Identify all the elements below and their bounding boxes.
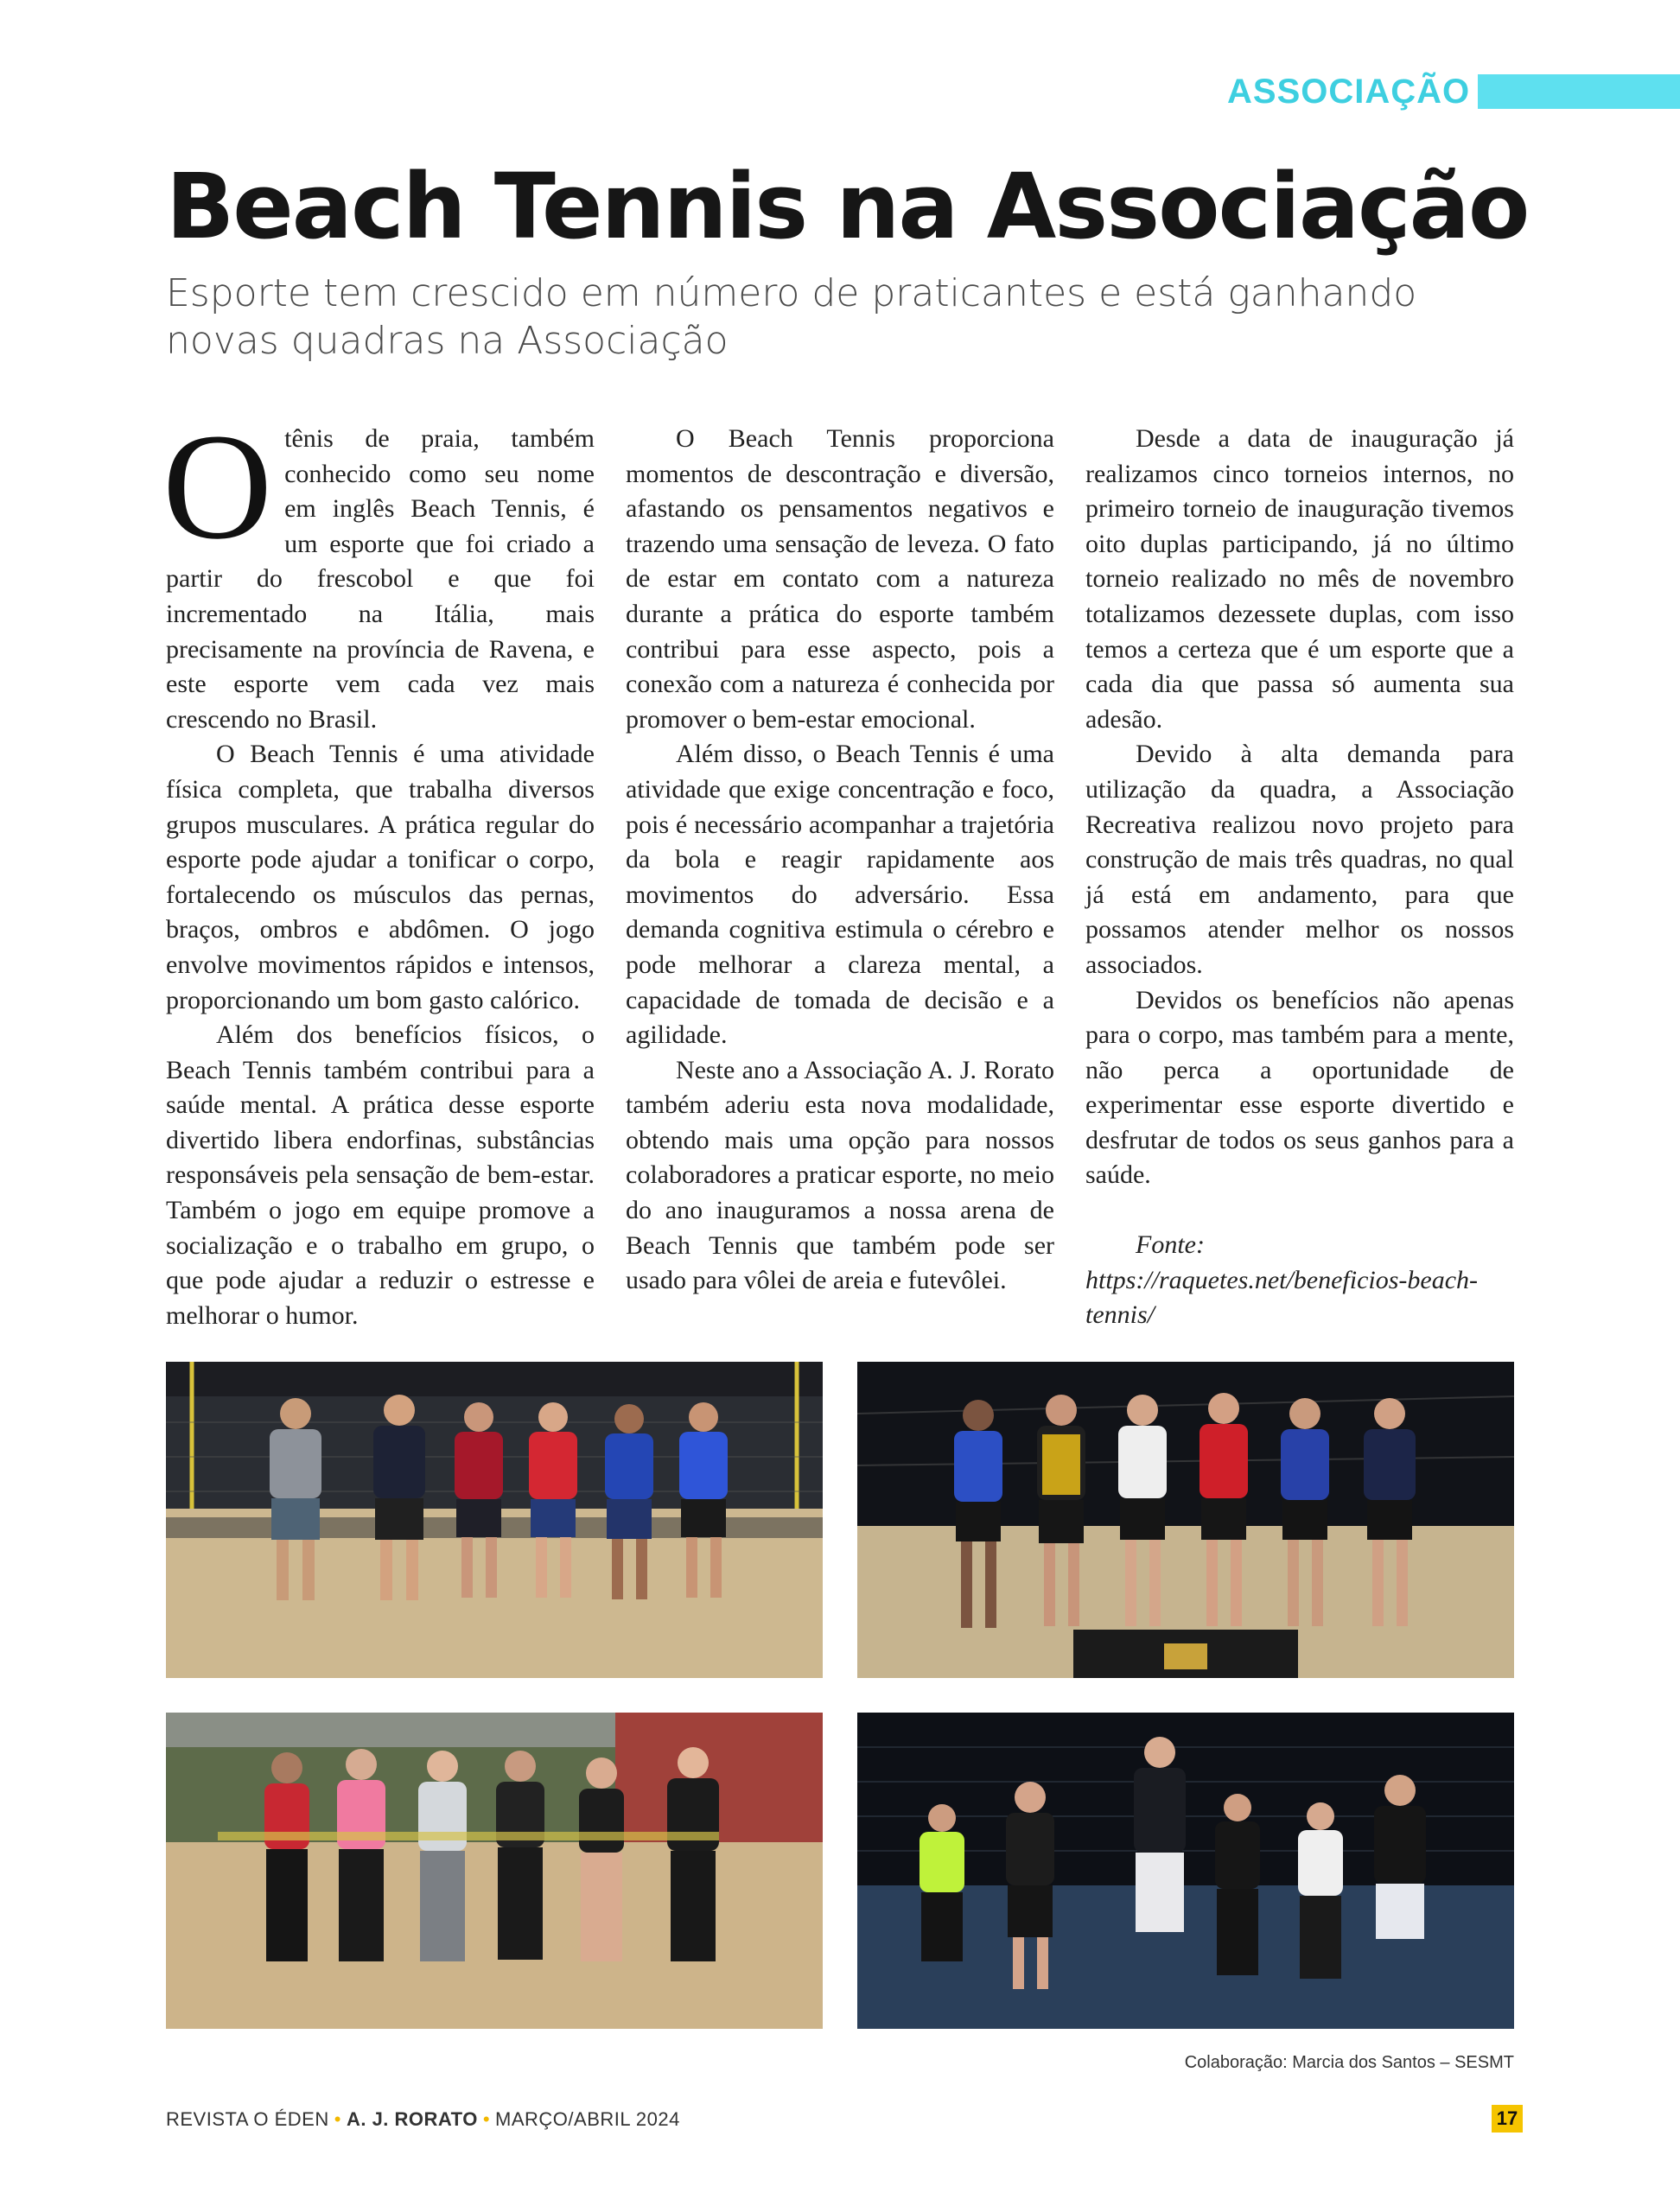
section-accent-bar: [1478, 74, 1680, 109]
footer-magazine: REVISTA O ÉDEN: [166, 2108, 329, 2130]
source-citation: Fonte: https://raquetes.net/beneficios-beach-tennis/: [1085, 1230, 1479, 1330]
page-number: 17: [1492, 2105, 1523, 2133]
article-title: Beach Tennis na Associação: [166, 154, 1529, 259]
footer: [166, 2108, 680, 2131]
photo-women-group: [166, 1713, 823, 2029]
dropcap: O: [162, 403, 273, 571]
photo-mixed-group: [857, 1713, 1514, 2029]
footer-issue: MARÇO/ABRIL 2024: [495, 2108, 680, 2130]
photo-men-group-1: [166, 1362, 823, 1678]
column-1: [162, 403, 595, 1333]
footer-separator: •: [482, 2108, 491, 2130]
column-3: [1085, 422, 1514, 1333]
footer-company: A. J. RORATO: [346, 2108, 478, 2130]
paragraph: Devido à alta demanda para utilização da quadra, a Associação Recreativa realizou novo projeto para construção de mais três quadras, no qual já está em andamento, para que possamos atender melhor os nossos associados.: [1085, 740, 1514, 979]
paragraph: O Beach Tennis proporciona momentos de descontração e diversão, afastando os pensamentos negativos e trazendo uma sensação de leveza. O fato de estar em contato com a natureza durante a prática do esporte também contribui para esse aspecto, pois a conexão com a natureza é conhecida por promover o bem-estar emocional.: [626, 424, 1054, 734]
paragraph: O Beach Tennis é uma atividade física completa, que trabalha diversos grupos musculares. A prática regular do esporte pode ajudar a tonificar o corpo, fortalecendo os músculos das pernas, braços, ombros e abdômen. O jogo envolve movimentos rápidos e intensos, proporcionando um bom gasto calórico.: [166, 740, 595, 1014]
paragraph: Devidos os benefícios não apenas para o corpo, mas também para a mente, não perca a oportunidade de experimentar esse esporte divertido e desfrutar de todos os seus ganhos para a saúde.: [1085, 985, 1514, 1190]
footer-separator: •: [334, 2108, 341, 2130]
photo-men-podium: [857, 1362, 1514, 1678]
paragraph: [162, 403, 595, 737]
paragraph: Além dos benefícios físicos, o Beach Tennis também contribui para a saúde mental. A prática desse esporte divertido libera endorfinas, substâncias responsáveis pela sensação de bem-estar. Também o jogo em equipe promove a socialização e o trabalho em grupo, o que pode ajudar a reduzir o estresse e melhorar o humor.: [166, 1020, 595, 1330]
paragraph: Desde a data de inauguração já realizamos cinco torneios internos, no primeiro torneio de inauguração tivemos oito duplas participando, já no último torneio realizado no mês de novembro totalizamos dezessete duplas, com isso temos a certeza que é um esporte que a cada dia que passa só aumenta sua adesão.: [1085, 424, 1514, 734]
section-tag: ASSOCIAÇÃO: [1227, 73, 1471, 111]
article-subtitle: Esporte tem crescido em número de praticantes e está ganhando novas quadras na Associação: [166, 271, 1417, 363]
paragraph: Neste ano a Associação A. J. Rorato também aderiu esta nova modalidade, obtendo mais uma opção para nossos colaboradores a praticar esporte, no meio do ano inauguramos a nossa arena de Beach Tennis que também pode ser usado para vôlei de areia e futevôlei.: [626, 1055, 1054, 1295]
photo-credit: Colaboração: Marcia dos Santos – SESMT: [1184, 2053, 1514, 2072]
column-2: [626, 422, 1054, 1299]
paragraph-text: tênis de praia, também conhecido como seu nome em inglês Beach Tennis, é um esporte que foi criado a partir do frescobol e que foi incrementado na Itália, mais precisamente na província de Ravena, e este esporte vem cada vez mais crescendo no Brasil.: [166, 424, 595, 734]
paragraph: Além disso, o Beach Tennis é uma atividade que exige concentração e foco, pois é necessário acompanhar a trajetória da bola e reagir rapidamente aos movimentos do adversário. Essa demanda cognitiva estimula o cérebro e pode melhorar a clareza mental, a capacidade de tomada de decisão e a agilidade.: [626, 740, 1054, 1050]
